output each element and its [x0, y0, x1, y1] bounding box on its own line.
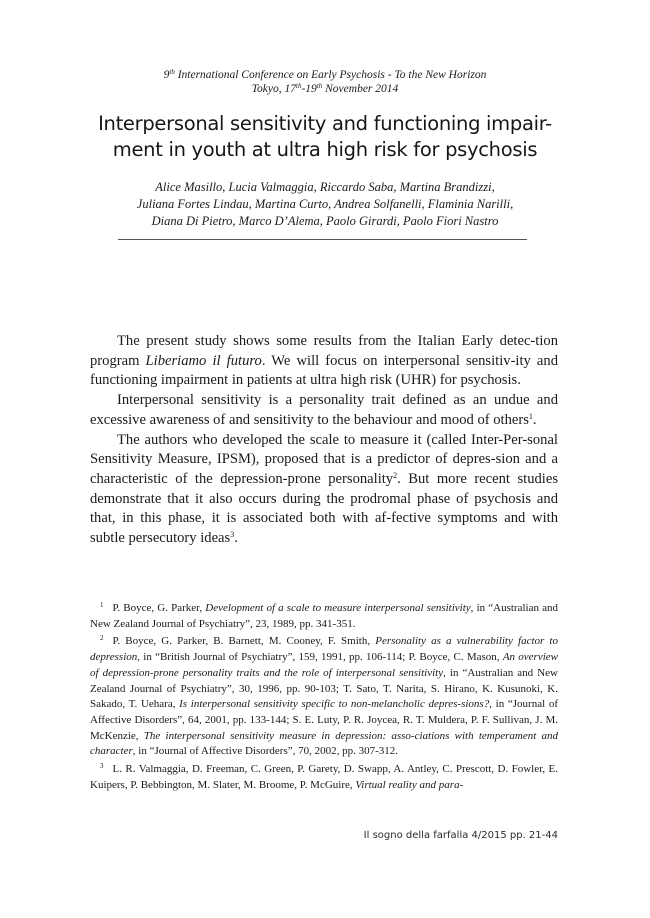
- author-line-2: Juliana Fortes Lindau, Martina Curto, Andrea Solfanelli, Flaminia Narilli,: [136, 197, 514, 211]
- footnote-2-source-1: , in “British Journal of Psychiatry”, 159, 1991, pp. 106-114; P. Boyce, C. Mason,: [137, 651, 503, 664]
- footnote-2-source-3: , in “Journal of Affective Disorders”, 64, 2001, pp. 133-144; S. E. Luty, P. R. Joycea, R. T. Muldera, P. F. Sullivan, J. M. McKenzie,: [90, 698, 558, 742]
- conference-date-start: Tokyo, 17: [251, 83, 297, 95]
- author-list: [60, 179, 590, 230]
- footnote-ref-3[interactable]: 3: [230, 530, 235, 540]
- conference-line-1: [0, 68, 650, 82]
- footnote-2-source-4: , in “Journal of Affective Disorders”, 70, 2002, pp. 307-312.: [132, 745, 399, 758]
- author-line-1: Alice Masillo, Lucia Valmaggia, Riccardo Saba, Martina Brandizzi,: [155, 180, 495, 194]
- footnote-1-title: Development of a scale to measure interpersonal sensitivity: [205, 602, 471, 614]
- conference-number: 9: [163, 69, 170, 81]
- footnote-ref-2[interactable]: 2: [393, 470, 398, 480]
- footnote-2-authors-1: P. Boyce, G. Parker, B. Barnett, M. Cooney, F. Smith,: [112, 635, 376, 648]
- article-title-line-2: ment in youth at ultra high risk for psychosis: [112, 138, 538, 161]
- conference-line-2: [0, 82, 650, 96]
- article-title-line-1: Interpersonal sensitivity and functioning impair-: [98, 112, 552, 135]
- footnote-3: [90, 762, 558, 793]
- paragraph-1-text-a: The present study shows some results from the Italian Early detec-tion program: [90, 333, 558, 369]
- conference-date-ordinal-1: th: [296, 82, 302, 90]
- footnote-2-title-3: Is interpersonal sensitivity specific to non-melancholic depres-sions?: [179, 698, 490, 711]
- paragraph-3: [90, 431, 558, 549]
- footnote-2-title-4: The interpersonal sensitivity measure in depression: asso-ciations with temperament and character: [90, 729, 558, 758]
- footnote-3-authors: L. R. Valmaggia, D. Freeman, C. Green, P. Garety, D. Swapp, A. Antley, C. Prescott, D. Fowler, E. Kuipers, P. Bebbington, M. Slater, M. Broome, P. McGuire,: [90, 763, 558, 791]
- paragraph-2-text-b: .: [532, 411, 537, 428]
- footnote-number: 3: [100, 762, 104, 771]
- footnote-2: [90, 634, 558, 760]
- header-divider: [118, 239, 527, 240]
- footnote-2-title-1: Personality as a vulnerability factor to depression: [90, 635, 558, 664]
- paragraph-3-text-b: . But more recent studies demonstrate that it also occurs during the prodromal phase of psychosis and that, in this phase, it is associated both with af-fective symptoms and with subtle persecutory ideas: [90, 470, 558, 547]
- conference-name: International Conference on Early Psychosis - To the New Horizon: [174, 69, 487, 81]
- conference-date-month: November 2014: [322, 83, 399, 95]
- footnote-2-title-2: An overview of depression-prone personality traits and the role of interpersonal sensitivity: [90, 651, 558, 679]
- footnote-number: 1: [100, 601, 104, 609]
- footnote-1: [90, 601, 558, 632]
- conference-ordinal: th: [169, 68, 175, 76]
- paragraph-2: [90, 391, 558, 430]
- article-title: [60, 111, 590, 163]
- conference-date-end: -19: [301, 83, 317, 95]
- footnote-2-source-2: , in “Australian and New Zealand Journal of Psychiatry”, 30, 1996, pp. 90-103; T. Sato, T. Narita, S. Hirano, K. Kusunoki, K. Sakado, T. Uehara,: [90, 666, 558, 711]
- footnotes: [90, 601, 558, 795]
- paragraph-1: [90, 332, 558, 391]
- author-line-3: Diana Di Pietro, Marco D’Alema, Paolo Girardi, Paolo Fiori Nastro: [151, 214, 499, 228]
- footnote-number: 2: [100, 634, 104, 643]
- paragraph-3-text-a: The authors who developed the scale to measure it (called Inter-Per-sonal Sensitivity Measure, IPSM), proposed that is a predictor of depres-sion and a characteristic of the depression-prone personality: [90, 431, 558, 487]
- conference-date-ordinal-2: th: [316, 82, 323, 90]
- paragraph-1-text-b: . We will focus on interpersonal sensitiv-ity and functioning impairment in patients at ultra high risk (UHR) for psychosis.: [90, 352, 558, 389]
- program-name: Liberiamo il futuro: [145, 352, 262, 369]
- footnote-1-authors: P. Boyce, G. Parker,: [112, 602, 206, 614]
- footnote-ref-1[interactable]: 1: [528, 411, 533, 421]
- footnote-1-source: , in “Australian and New Zealand Journal of Psychiatry”, 23, 1989, pp. 341-351.: [90, 602, 558, 630]
- paragraph-2-text-a: Interpersonal sensitivity is a personality trait defined as an undue and excessive awareness of and sensitivity to the behaviour and mood of others: [90, 392, 558, 428]
- page-footer-citation: Il sogno della farfalla 4/2015 pp. 21-44: [363, 830, 558, 841]
- footnote-3-title: Virtual reality and para-: [355, 778, 464, 791]
- body-text: [90, 332, 558, 549]
- paragraph-3-text-c: .: [234, 530, 238, 547]
